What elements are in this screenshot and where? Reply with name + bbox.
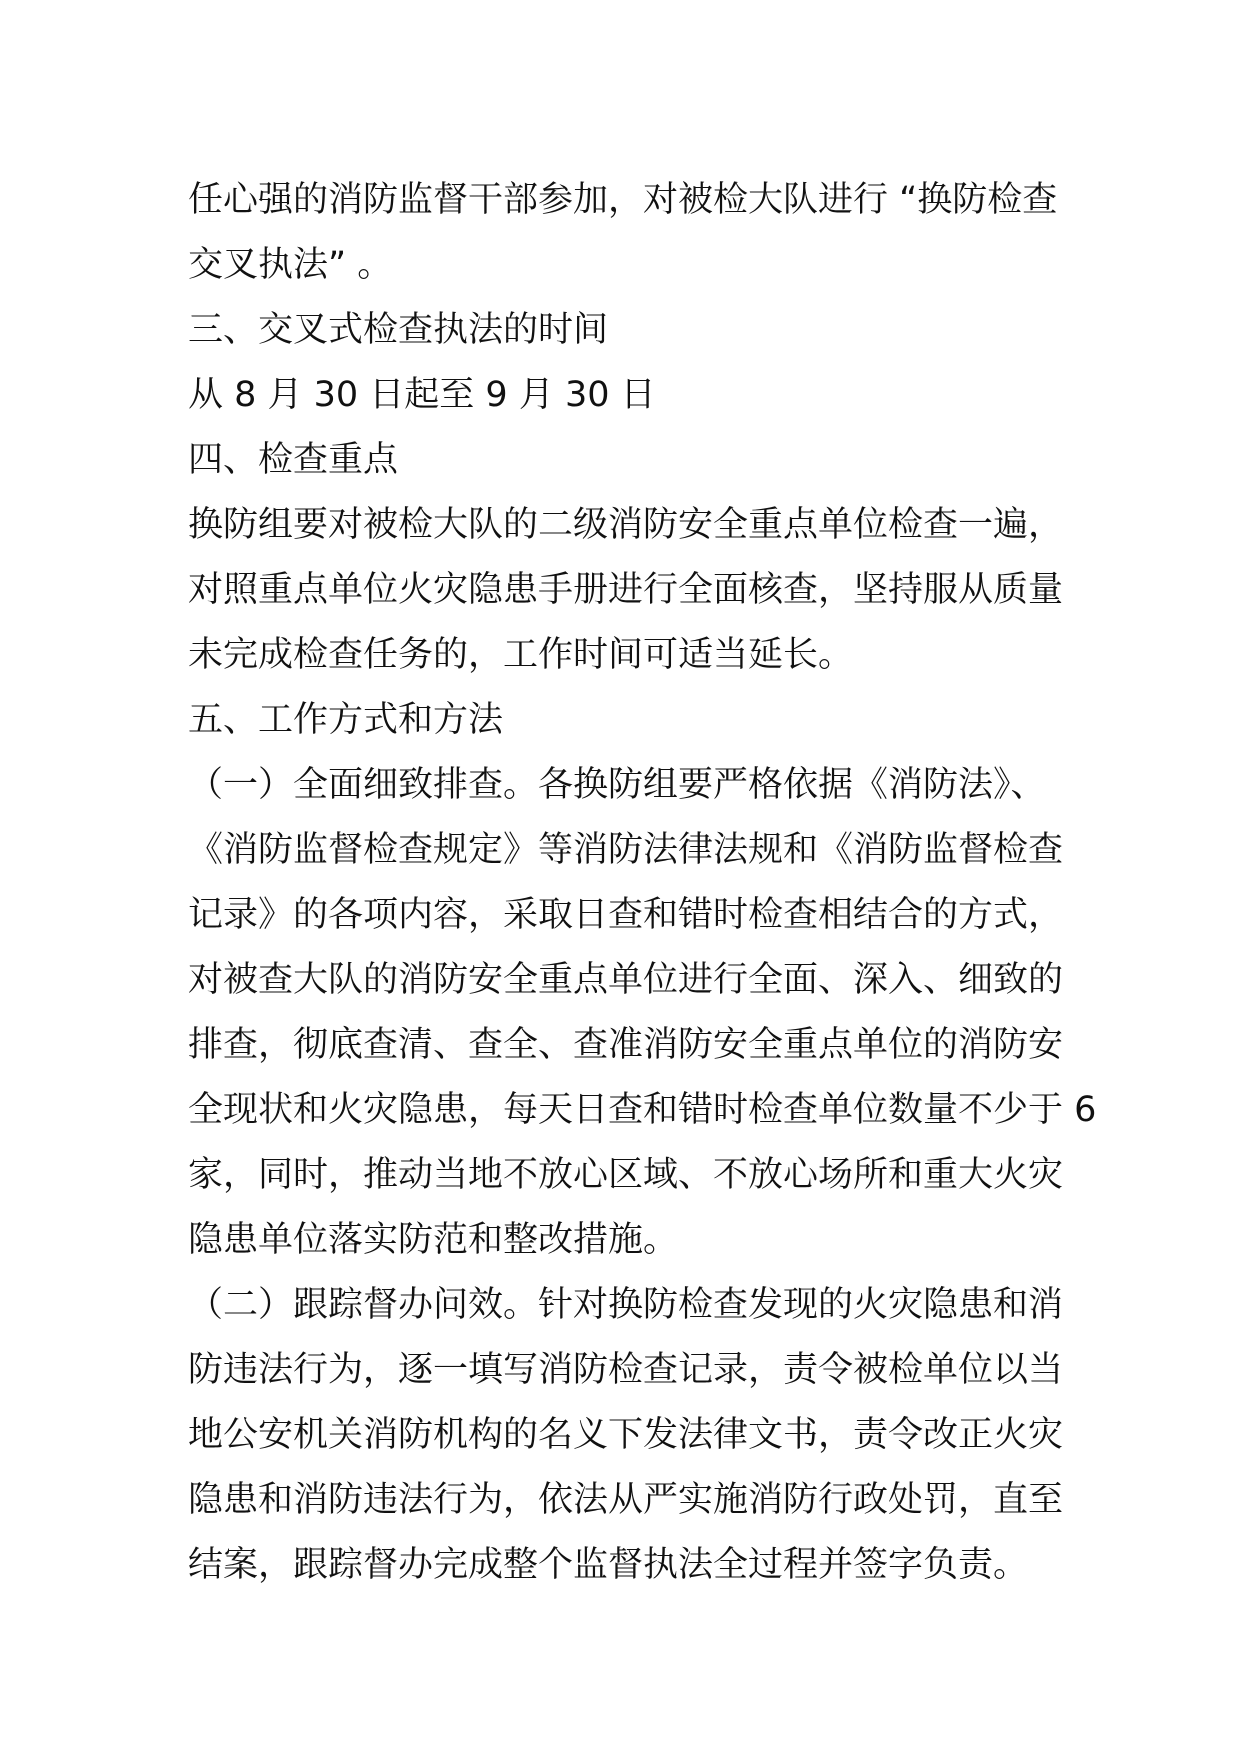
text-line: 排查，彻底查清、查全、查准消防安全重点单位的消防安 [188,1025,1064,1065]
section-heading: 三、交叉式检查执法的时间 [188,310,609,350]
text-line: 从 8 月 30 日起至 9 月 30 日 [188,375,656,415]
text-line: 未完成检查任务的，工作时间可适当延长。 [188,635,854,675]
text-line: 记录》的各项内容，采取日查和错时检查相结合的方式， [188,895,1064,935]
text-line: 地公安机关消防机构的名义下发法律文书，责令改正火灾 [188,1415,1064,1455]
text-line: 全现状和火灾隐患，每天日查和错时检查单位数量不少于 6 [188,1090,1097,1130]
text-line: 隐患单位落实防范和整改措施。 [188,1220,679,1260]
text-line: 对照重点单位火灾隐患手册进行全面核查，坚持服从质量 [188,570,1064,610]
document-body [188,168,1097,1598]
text-line: （一）全面细致排查。各换防组要严格依据《消防法》、 [188,765,1046,805]
text-line: 结案，跟踪督办完成整个监督执法全过程并签字负责。 [188,1545,1029,1585]
text-line: （二）跟踪督办问效。针对换防检查发现的火灾隐患和消 [188,1285,1064,1325]
text-line: 防违法行为，逐一填写消防检查记录，责令被检单位以当 [188,1350,1064,1390]
text-line: 任心强的消防监督干部参加，对被检大队进行 “换防检查 [188,180,1058,220]
section-heading: 四、检查重点 [188,440,399,480]
text-line: 换防组要对被检大队的二级消防安全重点单位检查一遍， [188,505,1064,545]
text-line: 隐患和消防违法行为，依法从严实施消防行政处罚，直至 [188,1480,1064,1520]
text-line: 《消防监督检查规定》等消防法律法规和《消防监督检查 [188,830,1064,870]
text-line: 对被查大队的消防安全重点单位进行全面、深入、细致的 [188,960,1064,1000]
text-line: 交叉执法” 。 [188,245,393,285]
section-heading: 五、工作方式和方法 [188,700,504,740]
text-line: 家，同时，推动当地不放心区域、不放心场所和重大火灾 [188,1155,1064,1195]
